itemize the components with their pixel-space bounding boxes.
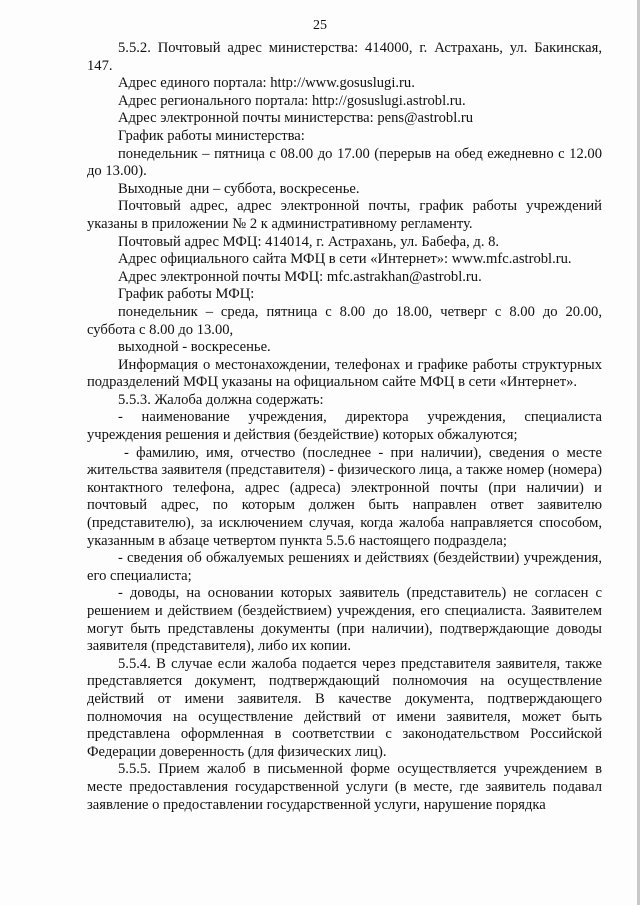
- paragraph: График работы министерства:: [118, 127, 305, 144]
- paragraph: выходной - воскресенье.: [118, 339, 271, 356]
- paragraph: понедельник – среда, пятница с 8.00 до 18.00, четверг с 8.00 до 20.00, суббота с 8.00 до 13.00,: [87, 303, 602, 338]
- paragraph: Почтовый адрес, адрес электронной почты, график работы учреждений указаны в приложении № 2 к административному регламенту.: [87, 198, 602, 232]
- paragraph: График работы МФЦ:: [118, 286, 255, 303]
- paragraph: 5.5.4. В случае если жалоба подается через представителя заявителя, также представляется документ, подтверждающий полномочия на осуществление действий от имени заявителя. В качестве документа, подтверждающего полномочия на осуществление действий от имени заявителя, может быть представлена оформленная в соответствии с законодательством Российской Федерации доверенность (для физических лиц).: [87, 655, 602, 760]
- paragraph: 5.5.5. Прием жалоб в письменной форме осуществляется учреждением в месте предоставления государственной услуги (в месте, где заявитель подавал заявление о предоставлении государственной услуги, нарушение порядка: [87, 761, 602, 813]
- page-number: 25: [313, 18, 327, 33]
- paragraph: - фамилию, имя, отчество (последнее - при наличии), сведения о месте жительства заявителя (представителя) - физического лица, а также номер (номера) контактного телефона, адрес (адреса) электронной почты (при наличии) и почтовый адрес, по которым должен быть направлен ответ заявителю (представителю), за исключением случая, когда жалоба направляется способом, указанным в абзаце четвертом пункта 5.5.6 настоящего подраздела;: [87, 444, 602, 549]
- paragraph: 5.5.2. Почтовый адрес министерства: 414000, г. Астрахань, ул. Бакинская, 147.: [87, 40, 602, 74]
- paragraph: Адрес электронной почты министерства: pens@astrobl.ru: [118, 110, 474, 127]
- paragraph: Информация о местонахождении, телефонах и графике работы структурных подразделений МФЦ указаны на официальном сайте МФЦ в сети «Интернет».: [87, 356, 602, 391]
- paragraph: Почтовый адрес МФЦ: 414014, г. Астрахань, ул. Бабефа, д. 8.: [118, 233, 500, 250]
- paragraph: Адрес единого портала: http://www.gosuslugi.ru.: [118, 75, 415, 92]
- paragraph: Адрес официального сайта МФЦ в сети «Интернет»: www.mfc.astrobl.ru.: [118, 251, 572, 268]
- document-text: [87, 40, 602, 814]
- paragraph: - сведения об обжалуемых решениях и действиях (бездействии) учреждения, его специалиста;: [87, 550, 602, 584]
- paragraph: Адрес электронной почты МФЦ: mfc.astrakhan@astrobl.ru.: [118, 268, 482, 285]
- paragraph: Адрес регионального портала: http://gosuslugi.astrobl.ru.: [118, 92, 466, 109]
- paragraph: понедельник – пятница с 08.00 до 17.00 (перерыв на обед ежедневно с 12.00 до 13.00).: [87, 145, 602, 180]
- paragraph: Выходные дни – суббота, воскресенье.: [118, 180, 360, 197]
- paragraph: - доводы, на основании которых заявитель (представитель) не согласен с решением и действием (бездействием) учреждения, его специалиста. Заявителем могут быть представлены документы (при наличии), подтверждающие доводы заявителя (представителя), либо их копии.: [87, 585, 602, 655]
- paragraph: - наименование учреждения, директора учреждения, специалиста учреждения решения и действия (бездействие) которых обжалуются;: [87, 409, 602, 444]
- paragraph: 5.5.3. Жалоба должна содержать:: [118, 391, 324, 408]
